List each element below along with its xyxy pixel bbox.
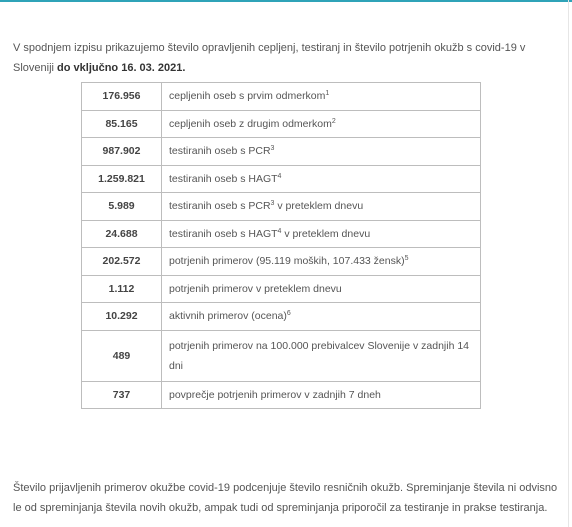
table-row [82, 165, 481, 193]
row-label: potrjenih primerov (95.119 moških, 107.433 žensk)$^5$ [162, 248, 481, 276]
row-value: 1.112 [82, 275, 162, 303]
intro-text: V spodnjem izpisu prikazujemo število opravljenih cepljenj, testiranj in število potrjenih okužb s covid-19 v Sloveniji [13, 42, 526, 74]
row-label: povprečje potrjenih primerov v zadnjih 7 dneh [162, 381, 481, 409]
outro-paragraph: Število prijavljenih primerov okužbe covid-19 podcenjuje število resničnih okužb. Spreminjanje števila ni odvisno le od spreminjanja števila novih okužb, ampak tudi od spreminjanja priporočil za testiranje in prakse testiranja. [13, 482, 558, 514]
table-row [82, 83, 481, 111]
table-row [82, 381, 481, 409]
table-row [82, 275, 481, 303]
row-value: 24.688 [82, 220, 162, 248]
row-label: cepljenih oseb s prvim odmerkom$^1$ [162, 83, 481, 111]
top-accent-line [0, 0, 572, 2]
covid-stats-table [81, 82, 481, 409]
right-edge-divider [568, 0, 569, 527]
row-value: 176.956 [82, 83, 162, 111]
table-row [82, 330, 481, 381]
row-value: 5.989 [82, 193, 162, 221]
intro-date: do vključno 16. 03. 2021. [57, 62, 186, 74]
row-value: 85.165 [82, 110, 162, 138]
row-label: testiranih oseb s HAGT$^4$ v preteklem dnevu [162, 220, 481, 248]
table-row [82, 110, 481, 138]
row-value: 737 [82, 381, 162, 409]
table-row [82, 193, 481, 221]
row-label: testiranih oseb s HAGT$^4$ [162, 165, 481, 193]
row-value: 987.902 [82, 138, 162, 166]
row-value: 489 [82, 330, 162, 381]
table-row [82, 138, 481, 166]
row-label: potrjenih primerov v preteklem dnevu [162, 275, 481, 303]
row-label: potrjenih primerov na 100.000 prebivalcev Slovenije v zadnjih 14 dni [162, 330, 481, 381]
row-value: 202.572 [82, 248, 162, 276]
row-value: 10.292 [82, 303, 162, 331]
table-row [82, 248, 481, 276]
intro-paragraph [13, 38, 561, 78]
row-label: testiranih oseb s PCR$^3$ v preteklem dnevu [162, 193, 481, 221]
row-label: testiranih oseb s PCR$^3$ [162, 138, 481, 166]
row-label: aktivnih primerov (ocena)$^6$ [162, 303, 481, 331]
table-row [82, 303, 481, 331]
row-label: cepljenih oseb z drugim odmerkom$^2$ [162, 110, 481, 138]
table-row [82, 220, 481, 248]
row-value: 1.259.821 [82, 165, 162, 193]
